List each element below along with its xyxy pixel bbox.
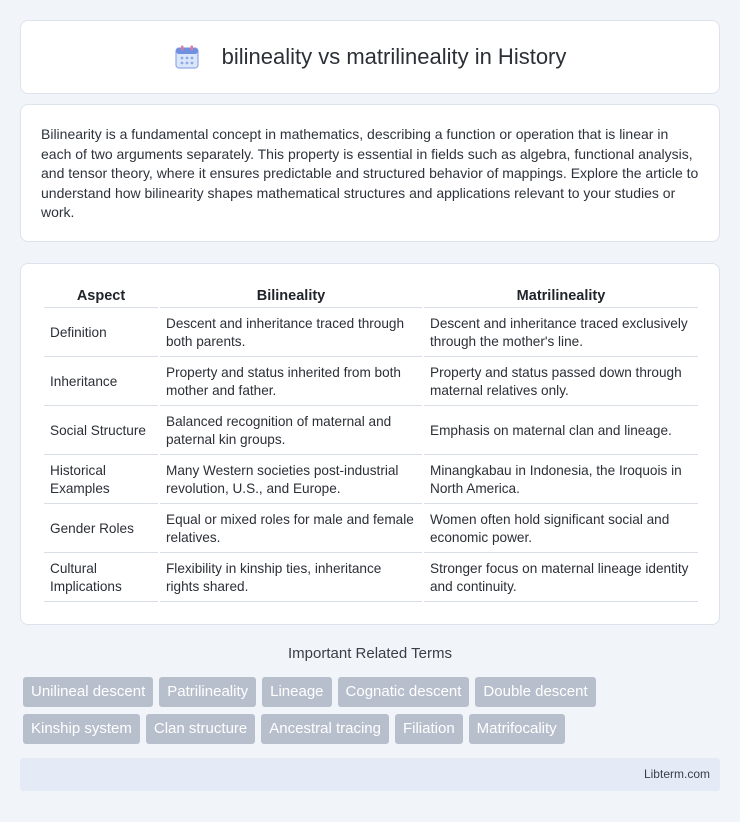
aspect-cell: Social Structure: [44, 406, 158, 455]
comparison-card: [20, 263, 720, 625]
related-term-tag[interactable]: Filiation: [395, 714, 463, 744]
matrilineality-cell: Emphasis on maternal clan and lineage.: [424, 406, 698, 455]
aspect-cell: Inheritance: [44, 357, 158, 406]
related-term-tag[interactable]: Lineage: [262, 677, 331, 707]
bilineality-cell: Many Western societies post-industrial revolution, U.S., and Europe.: [160, 455, 422, 504]
table-row: [44, 406, 698, 455]
table-row: [44, 553, 698, 602]
related-term-tag[interactable]: Patrilineality: [159, 677, 256, 707]
related-term-tag[interactable]: Unilineal descent: [23, 677, 153, 707]
aspect-cell: Cultural Implications: [44, 553, 158, 602]
bilineality-cell: Equal or mixed roles for male and female relatives.: [160, 504, 422, 553]
column-header: Bilineality: [160, 284, 422, 308]
matrilineality-cell: Descent and inheritance traced exclusively through the mother's line.: [424, 308, 698, 357]
related-term-tag[interactable]: Clan structure: [146, 714, 255, 744]
footer: [20, 758, 720, 791]
table-row: [44, 455, 698, 504]
aspect-cell: Definition: [44, 308, 158, 357]
related-terms-title: Important Related Terms: [288, 645, 452, 662]
related-term-tag[interactable]: Ancestral tracing: [261, 714, 389, 744]
bilineality-cell: Property and status inherited from both mother and father.: [160, 357, 422, 406]
table-header-row: [44, 284, 698, 308]
footer-site-link[interactable]: Libterm.com: [643, 767, 710, 781]
aspect-cell: Historical Examples: [44, 455, 158, 504]
bilineality-cell: Descent and inheritance traced through both parents.: [160, 308, 422, 357]
table-row: [44, 308, 698, 357]
tag-row: [23, 677, 723, 707]
related-term-tag[interactable]: Cognatic descent: [338, 677, 470, 707]
tag-row: [23, 714, 723, 744]
column-header: Aspect: [44, 284, 158, 308]
related-terms-list: [23, 677, 723, 751]
header-card: [20, 20, 720, 94]
page-title: bilineality vs matrilineality in History: [221, 44, 567, 69]
matrilineality-cell: Property and status passed down through maternal relatives only.: [424, 357, 698, 406]
aspect-cell: Gender Roles: [44, 504, 158, 553]
related-term-tag[interactable]: Matrifocality: [469, 714, 565, 744]
table-row: [44, 504, 698, 553]
column-header: Matrilineality: [424, 284, 698, 308]
intro-text: Bilinearity is a fundamental concept in mathematics, describing a function or operation that is linear in each of two arguments separately. This property is essential in fields such as algebra, functional analysis, and tensor theory, where it ensures predictable and structured behavior of mappings. Explore the article to understand how bilinearity shapes mathematical structures and applications relevant to your studies or work.: [41, 126, 699, 220]
matrilineality-cell: Minangkabau in Indonesia, the Iroquois in North America.: [424, 455, 698, 504]
matrilineality-cell: Stronger focus on maternal lineage identity and continuity.: [424, 553, 698, 602]
bilineality-cell: Balanced recognition of maternal and paternal kin groups.: [160, 406, 422, 455]
intro-card: [20, 104, 720, 242]
calendar-icon: [174, 44, 200, 70]
comparison-table: [42, 284, 700, 602]
bilineality-cell: Flexibility in kinship ties, inheritance rights shared.: [160, 553, 422, 602]
related-term-tag[interactable]: Kinship system: [23, 714, 140, 744]
matrilineality-cell: Women often hold significant social and economic power.: [424, 504, 698, 553]
related-term-tag[interactable]: Double descent: [475, 677, 595, 707]
table-row: [44, 357, 698, 406]
